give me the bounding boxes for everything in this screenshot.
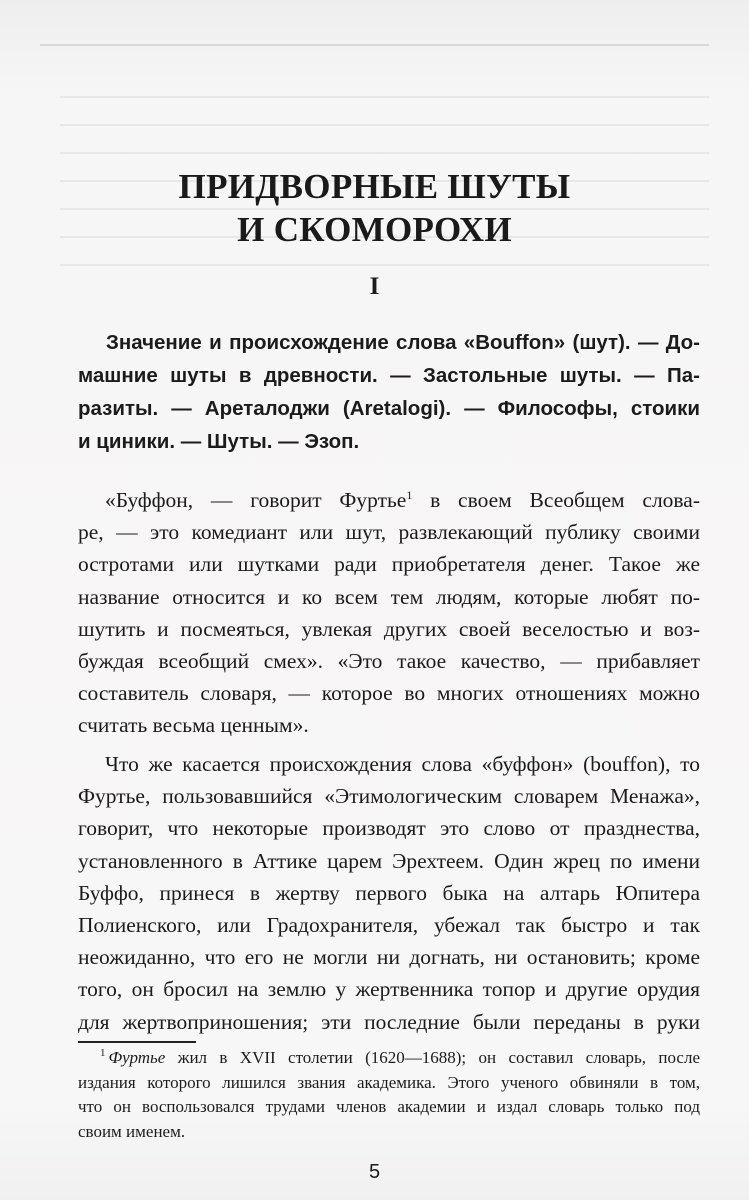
section-number: I <box>369 273 380 300</box>
footnote-mark: 1 <box>100 1047 106 1060</box>
footnote-reference[interactable]: 1 <box>406 487 413 502</box>
top-edge-line <box>40 44 709 46</box>
paragraph-line <box>105 484 700 516</box>
summary-line: Значение и происхождение слова «Bouffon» (шут). — До- <box>106 331 700 354</box>
footnote-line: своим именем. <box>78 1121 186 1141</box>
paragraph-1 <box>78 484 700 742</box>
paragraph-line: ре, — это комедиант или шут, развлекающий публику своими <box>78 520 700 545</box>
chapter-title <box>60 165 689 251</box>
paragraph-line: остротами или шутками ради приобретателя денег. Такое же <box>78 552 700 577</box>
paragraph-text: в своем Всеобщем слова- <box>412 488 700 512</box>
paragraph-line: для жертвоприношения; эти последние были переданы в руки <box>78 1009 700 1034</box>
paragraph-line: буждая всеобщий смех». «Это такое качество, — прибавляет <box>78 649 700 674</box>
summary-line: разиты. — Ареталоджи (Aretalogi). — Философы, стоики <box>78 397 700 420</box>
footnote-text: жил в XVII столетии (1620—1688); он составил словарь, после <box>165 1048 700 1067</box>
paragraph-line: того, он бросил на землю у жертвенника топор и другие орудия <box>78 977 700 1002</box>
paragraph-text: «Буффон, — говорит Фуртье <box>105 488 407 512</box>
paragraph-2 <box>78 748 700 1038</box>
footnote-line: издания которого лишился звания академика. Этого ученого обвиняли в том, <box>78 1072 700 1092</box>
chapter-summary <box>78 326 700 458</box>
paragraph-line: установленного в Аттике царем Эрехтеем. Один жрец по имени <box>78 848 700 873</box>
page-number: 5 <box>368 1161 381 1183</box>
paragraph-line: Буффо, принеся в жертву первого быка на алтарь Юпитера <box>78 880 700 905</box>
paragraph-line: говорит, что некоторые производят это слово от празднества, <box>78 816 700 841</box>
paragraph-line: составитель словаря, — которое во многих отношениях можно <box>78 681 700 706</box>
paragraph-line: Что же касается происхождения слова «буффон» (bouffon), то <box>105 752 700 776</box>
paragraph-line: Полиенского, или Градохранителя, убежал так быстро и так <box>78 913 700 938</box>
paragraph-line: название относится и ко всем тем людям, которые любят по- <box>78 584 700 609</box>
paragraph-line: считать весьма ценным». <box>78 713 309 738</box>
paragraph-line: шутить и посмеяться, увлекая других своей веселостью и воз- <box>78 616 700 641</box>
footnote-name: Фуртье <box>108 1048 166 1067</box>
footnote-line <box>100 1046 700 1071</box>
footnote-divider <box>78 1041 196 1043</box>
footnote <box>78 1046 700 1144</box>
footnote-line: что он воспользовался трудами членов академии и издал словарь только под <box>78 1097 700 1116</box>
chapter-title-line-1: ПРИДВОРНЫЕ ШУТЫ <box>178 167 571 206</box>
summary-line: и циники. — Шуты. — Эзоп. <box>78 430 360 453</box>
paragraph-line: Фуртье, пользовавшийся «Этимологическим словарем Менажа», <box>78 784 700 809</box>
summary-line: машние шуты в древности. — Застольные шуты. — Па- <box>78 364 700 387</box>
paragraph-line: неожиданно, что его не могли ни догнать, ни остановить; кроме <box>78 945 700 970</box>
chapter-title-line-2: И СКОМОРОХИ <box>237 210 512 249</box>
